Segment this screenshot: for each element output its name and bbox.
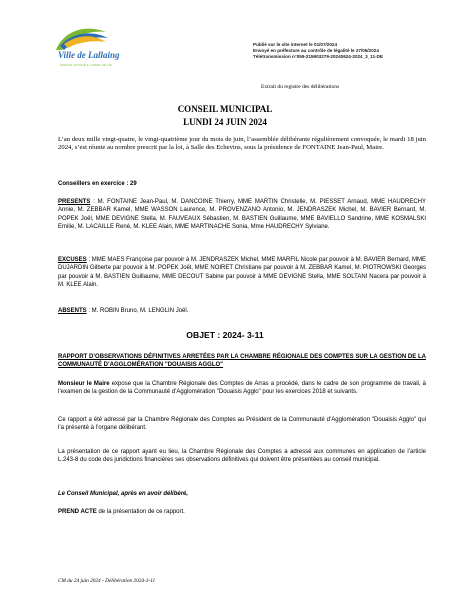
presents-list: : M. FONTAINE Jean-Paul, M. DANCOINE Thierry, MME MARTIN Christelle, M. PIESSET Arnaud, MME HAUDRECHY Annie, M. ZEBBAR Kamel, MME WASSON Laurence, M. PROVENZANO Antonio, M. JENDRASZEK Michel, M. BAVIER Bernard, M. POPEK Joël, MME DEVIGNE Stella, M. FAUVEAUX Sébastien, M. BASTIEN Guillaume, MME BAVIELLO Sandrine, MME KOSMALSKI Emilie, M. LACAILLE René, M. KLEE Alain, MME MARTINACHE Sonia, Mme HAUDRECHY Sylviane.	[58, 199, 426, 231]
stamp-line-sent: Envoyé en préfecture au contrôle de légalité le 27/06/2024	[253, 47, 379, 53]
prend-acte-label: PREND ACTE	[58, 509, 97, 515]
paragraph-expose	[58, 380, 426, 397]
extract-label: Extrait du registre des délibérations	[261, 84, 340, 90]
prend-acte-line	[58, 508, 426, 516]
excuses-list: : MME MAES Françoise par pouvoir à M. JENDRASZEK Michel, MME MARFIL Nicole par pouvoir à M. BAVIER Bernard, MME DUJARDIN Gilberte par pouvoir à M. POPEK Joël, MME NOIRET Christiane par pouvoir à M. ZEBBAR Kamel, M. PIOTROWSKI Georges par pouvoir à M. BASTIEN Guillaume, MME DECOUT Sabine par pouvoir à MME DEVIGNE Stella, MME SOLTANI Nacera par pouvoir à M. KLEE Alain.	[58, 257, 426, 289]
expose-text: expose que la Chambre Régionale des Comptes de Arras a procédé, dans le cadre de son programme de travail, à l’examen de la gestion de la Communauté d’Agglomération "Douaisis Agglo" pour les exercices 2018 et suivants.	[58, 381, 426, 396]
stamp-line-published: Publié sur le site internet le 01/07/2024	[253, 42, 338, 47]
logo-swoosh-icon	[50, 20, 130, 76]
page-footer: CM du 24 juin 2024 - Délibération 2024-3-11	[58, 578, 156, 584]
presents-label: PRESENTS	[58, 199, 91, 205]
absents-label: ABSENTS	[58, 308, 87, 314]
rapport-title: RAPPORT D’OBSERVATIONS DÉFINITIVES ARRETÉES PAR LA CHAMBRE RÉGIONALE DES COMPTES SUR LA GESTION DE LA COMMUNAUTÉ D’AGGLOMÉRATION "DOUAISIS AGGLO"	[58, 354, 426, 369]
meeting-date: LUNDI 24 JUIN 2024	[183, 117, 267, 127]
intro-paragraph: L’an deux mille vingt-quatre, le vingt-quatrième jour du mois de juin, l’assemblée délibérante régulièrement convoquée, le mardi 18 juin 2024, s’est réunie au nombre prescrit par la loi, à Salle des Echevins, sous la présidence de FONTAINE Jean-Paul, Maire.	[58, 136, 426, 152]
conseillers-line	[58, 180, 426, 188]
paragraph-rapport-adresse: Ce rapport a été adressé par la Chambre Régionale des Comptes au Président de la Communauté d’Agglomération "Douaisis Agglo" qui l’a présenté à l’organe délibérant.	[58, 417, 426, 432]
absents-list: : M. ROBIN Bruno, M. LENGLIN Joël.	[86, 308, 189, 314]
prefecture-stamp	[253, 42, 443, 59]
conseillers-label: Conseillers en exercice :	[58, 181, 129, 187]
city-logo	[50, 20, 130, 76]
excuses-paragraph	[58, 256, 426, 290]
deliberation-line: Le Conseil Municipal, après en avoir délibéré,	[58, 491, 189, 497]
page-title: CONSEIL MUNICIPAL	[177, 104, 273, 114]
logo-tagline: ESPACE NATURE & CADRE DE VIE	[60, 63, 112, 67]
presents-paragraph	[58, 198, 426, 232]
objet-heading: OBJET : 2024- 3-11	[186, 330, 264, 340]
stamp-line-transmission: Télétransmission n°059-215903279-20240624-2024_3_11-DE	[253, 53, 384, 59]
prend-acte-text: de la présentation de ce rapport.	[96, 509, 185, 515]
absents-paragraph	[58, 307, 426, 315]
logo-name: Ville de Lallaing	[58, 50, 120, 60]
conseillers-count: 29	[130, 181, 137, 187]
excuses-label: EXCUSES	[58, 257, 87, 263]
paragraph-presentation: La présentation de ce rapport ayant eu lieu, la Chambre Régionale des Comptes a adressé aux communes en application de l’article L.243-8 du code des juridictions financières ses observations définitives qui doivent être présentées au conseil municipal.	[58, 449, 426, 464]
maire-label: Monsieur le Maire	[58, 381, 110, 387]
